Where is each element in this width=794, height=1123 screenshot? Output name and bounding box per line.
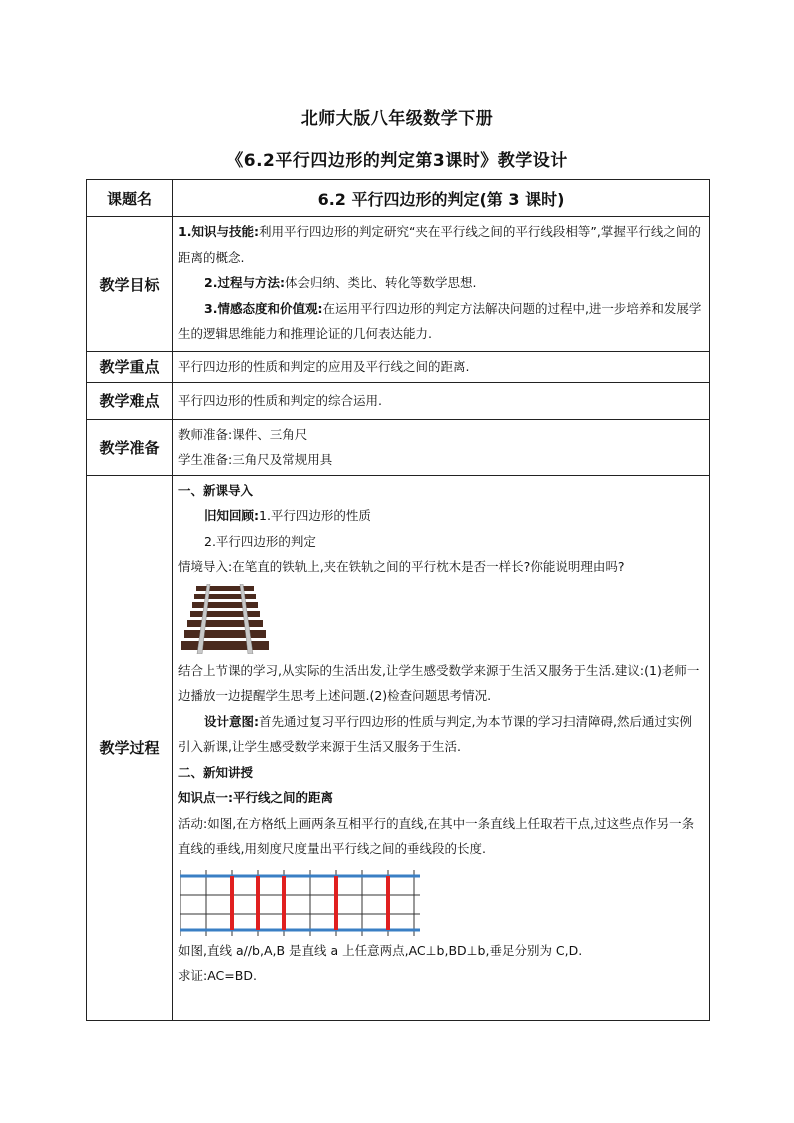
section-1-heading: 一、新课导入 <box>178 482 254 498</box>
goal-2-text: 体会归纳、类比、转化等数学思想. <box>284 275 477 290</box>
row-goals <box>87 217 710 352</box>
document-title-line2: 《6.2平行四边形的判定第3课时》教学设计 <box>226 151 568 171</box>
goal-3-text: 在运用平行四边形的判定方法解决问题的过程中,进一步培养和发展学生的逻辑思维能力和推理论证的几何表达能力. <box>178 300 702 341</box>
topic-value: 6.2 平行四边形的判定(第 3 课时) <box>173 180 710 217</box>
goal-1-text: 利用平行四边形的判定研究“夹在平行线之间的平行线段相等”,掌握平行线之间的距离的概念. <box>178 224 701 265</box>
railway-track-image <box>180 584 270 654</box>
review-item-1: 1.平行四边形的性质 <box>259 508 371 523</box>
label-prep: 教学准备 <box>87 419 173 475</box>
design-intent-head: 设计意图: <box>204 713 259 729</box>
difficulty-value: 平行四边形的性质和判定的综合运用. <box>173 382 710 419</box>
goal-1-head: 1.知识与技能: <box>178 224 259 239</box>
row-prep <box>87 419 710 475</box>
goal-2 <box>178 270 704 296</box>
goal-2-head: 2.过程与方法: <box>204 275 285 290</box>
prove-statement: 求证:AC=BD. <box>178 968 257 983</box>
design-intent <box>178 709 704 760</box>
design-intent-text: 首先通过复习平行四边形的性质与判定,为本节课的学习扫清障碍,然后通过实例引入新课,让学生感受数学来源于生活又服务于生活. <box>178 713 692 754</box>
goals-content <box>173 217 710 352</box>
document-title-line1: 北师大版八年级数学下册 <box>300 109 494 129</box>
label-topic: 课题名 <box>87 180 173 217</box>
review-line-1 <box>178 503 704 529</box>
review-head: 旧知回顾: <box>204 508 259 523</box>
label-process: 教学过程 <box>87 475 173 1020</box>
prep-content <box>173 419 710 475</box>
combine-text: 结合上节课的学习,从实际的生活出发,让学生感受数学来源于生活又服务于生活.建议:(1)老师一边播放一边提醒学生思考上述问题.(2)检查问题思考情况. <box>178 662 700 703</box>
knowledge-point-1: 知识点一:平行线之间的距离 <box>178 790 333 805</box>
label-goals: 教学目标 <box>87 217 173 352</box>
grid-vertical-lines <box>180 870 414 936</box>
prep-student: 学生准备:三角尺及常规用具 <box>178 452 333 467</box>
section-2-heading: 二、新知讲授 <box>178 764 254 780</box>
key-value: 平行四边形的性质和判定的应用及平行线之间的距离. <box>173 352 710 383</box>
row-process <box>87 475 710 1020</box>
parallel-lines-grid-figure <box>180 868 420 938</box>
row-topic <box>87 180 710 217</box>
label-difficulty: 教学难点 <box>87 382 173 419</box>
figure-description: 如图,直线 a//b,A,B 是直线 a 上任意两点,AC⊥b,BD⊥b,垂足分别为 C,D. <box>178 942 583 958</box>
goal-3-head: 3.情感态度和价值观: <box>204 300 323 316</box>
scene-intro: 情境导入:在笔直的铁轨上,夹在铁轨之间的平行枕木是否一样长?你能说明理由吗? <box>178 559 625 574</box>
goal-3 <box>178 296 704 347</box>
row-difficulty <box>87 382 710 419</box>
grid-horizontal-lines <box>180 895 420 914</box>
lesson-plan-table <box>86 179 710 1021</box>
label-key: 教学重点 <box>87 352 173 383</box>
prep-teacher: 教师准备:课件、三角尺 <box>178 426 308 442</box>
goal-1 <box>178 219 704 270</box>
activity-text: 活动:如图,在方格纸上画两条互相平行的直线,在其中一条直线上任取若干点,过这些点作另一条直线的垂线,用刻度尺度量出平行线之间的垂线段的长度. <box>178 815 695 856</box>
process-content <box>173 475 710 1020</box>
row-key <box>87 352 710 383</box>
review-item-2: 2.平行四边形的判定 <box>204 533 316 549</box>
